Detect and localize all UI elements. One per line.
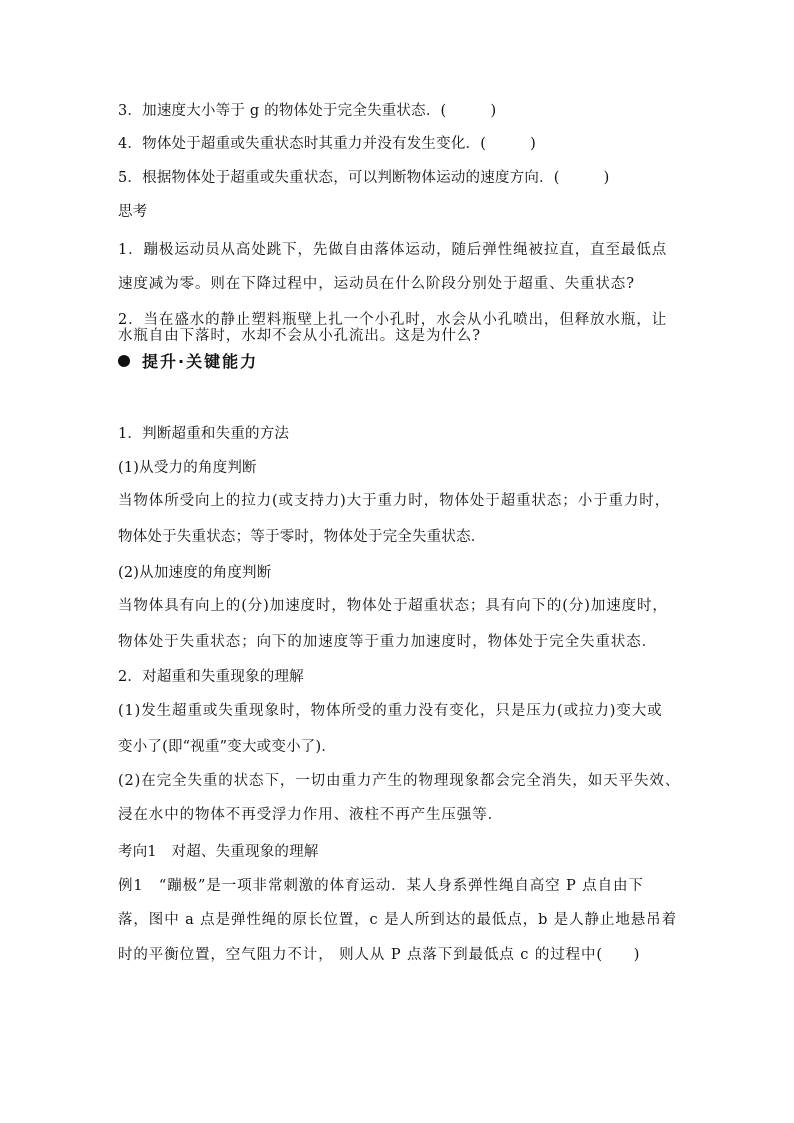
think-question-2-line-1: 2．当在盛水的静止塑料瓶壁上扎一个小孔时，水会从小孔喷出，但释放水瓶，让 <box>118 312 668 328</box>
method-1-line-2: 物体处于失重状态；等于零时，物体处于完全失重状态． <box>118 529 486 545</box>
method-sub-1: (1)从受力的角度判断 <box>118 460 257 476</box>
section-heading <box>118 349 258 372</box>
method-title: 1．判断超重和失重的方法 <box>118 426 290 442</box>
think-question-2-line-2: 水瓶自由下落时，水却不会从小孔流出。这是为什么? <box>118 328 481 344</box>
example-1-line-2: 落，图中 a 点是弹性绳的原长位置，c 是人所到达的最低点，b 是人静止地悬吊着 <box>118 912 677 928</box>
think-label: 思考 <box>118 204 148 220</box>
example-1-line-1: 例1 “蹦极”是一项非常刺激的体育运动．某人身系弹性绳自高空 P 点自由下 <box>118 878 644 894</box>
think-question-1-line-2: 速度减为零。则在下降过程中，运动员在什么阶段分别处于超重、失重状态? <box>118 276 635 292</box>
section-heading-text: 提升·关键能力 <box>142 352 259 371</box>
understanding-2-line-1: (2)在完全失重的状态下，一切由重力产生的物理现象都会完全消失，如天平失效、 <box>118 773 681 789</box>
example-1-line-3: 时的平衡位置，空气阻力不计， 则人从 P 点落下到最低点 c 的过程中( ) <box>118 947 641 963</box>
understanding-title: 2．对超重和失重现象的理解 <box>118 669 304 685</box>
think-question-1-line-1: 1．蹦极运动员从高处跳下，先做自由落体运动，随后弹性绳被拉直，直至最低点 <box>118 242 668 258</box>
method-sub-2: (2)从加速度的角度判断 <box>118 565 272 581</box>
method-2-line-1: 当物体具有向上的(分)加速度时，物体处于超重状态；具有向下的(分)加速度时， <box>118 598 668 614</box>
understanding-2-line-2: 浸在水中的物体不再受浮力作用、液柱不再产生压强等． <box>118 807 503 823</box>
method-1-line-1: 当物体所受向上的拉力(或支持力)大于重力时，物体处于超重状态；小于重力时， <box>118 493 671 509</box>
judgment-item-5: 5．根据物体处于超重或失重状态，可以判断物体运动的速度方向．( ) <box>118 170 610 186</box>
understanding-1-line-1: (1)发生超重或失重现象时，物体所受的重力没有变化，只是压力(或拉力)变大或 <box>118 703 663 719</box>
judgment-item-4: 4．物体处于超重或失重状态时其重力并没有发生变化．( ) <box>118 136 537 152</box>
judgment-item-3: 3．加速度大小等于 g 的物体处于完全失重状态．( ) <box>118 103 497 119</box>
method-2-line-2: 物体处于失重状态；向下的加速度等于重力加速度时，物体处于完全失重状态． <box>118 634 657 650</box>
bullet-dot-icon <box>118 355 130 367</box>
understanding-1-line-2: 变小了(即“视重”变大或变小了)． <box>118 739 337 755</box>
topic-direction-1: 考向1 对超、失重现象的理解 <box>118 844 319 860</box>
